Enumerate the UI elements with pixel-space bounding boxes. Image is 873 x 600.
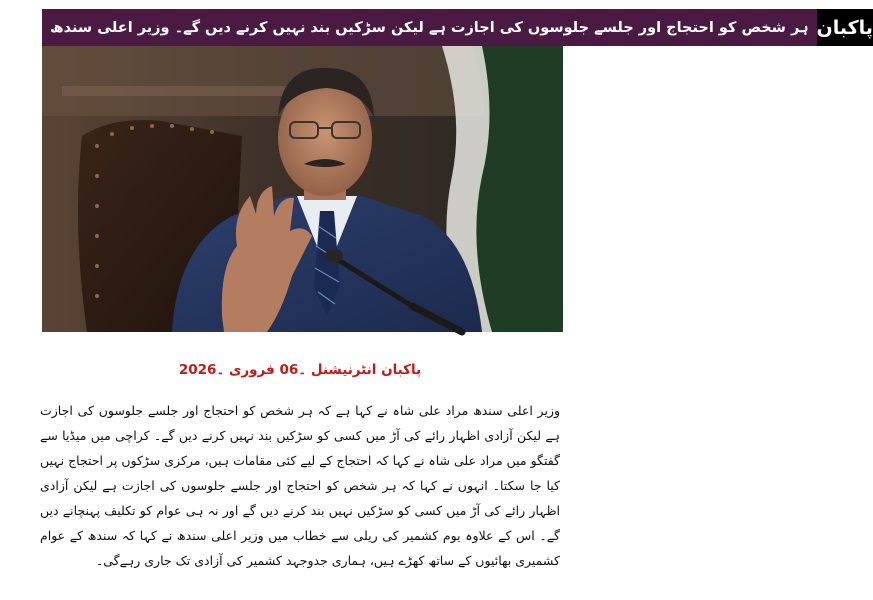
headline-banner [42,9,817,46]
headline-text: ہر شخص کو احتجاج اور جلسے جلوسوں کی اجازت ہے لیکن سڑکیں بند نہیں کرنے دیں گے۔ وزیر اعلی سندھ [50,19,809,36]
news-photo [42,46,563,332]
news-photo-illustration [42,46,563,332]
brand-text: پاکبان [816,16,873,39]
byline [0,362,600,378]
article-body [40,398,560,573]
brand-logo [817,9,873,46]
news-header [42,9,873,46]
article-text: وزیر اعلی سندھ مراد علی شاہ نے کہا ہے کہ ہر شخص کو احتجاج اور جلسے جلوسوں کی اجازت ہے لیکن آزادی اظہار رائے کی آڑ میں کسی کو سڑکیں بند نہیں کرنے دیں گے۔ کراچی میں میڈیا سے گفتگو میں مراد علی شاہ نے کہا کہ احتجاج کے لیے کئی مقامات ہیں، مرکزی سڑکوں پر احتجاج نہیں کیا جا سکتا۔ انہوں نے کہا کہ ہر شخص کو احتجاج اور جلسے جلوسوں کی اجازت ہے لیکن آزادی اظہار رائے کی آڑ میں کسی کو سڑکیں نہیں بند کرنے دیں گے اور نہ ہی عوام کو تکلیف پہنچانے دیں گے۔ اس کے علاوہ یوم کشمیر کی ریلی سے خطاب میں وزیر اعلی سندھ نے کہا کہ سندھ کے عوام کشمیری بھائیوں کے ساتھ کھڑے ہیں، ہماری جدوجہد کشمیر کی آزادی تک جاری رہےگی۔ [40,403,560,568]
byline-text: پاکبان انٹرنیشنل ۔06 فروری ۔2026 [178,362,422,378]
